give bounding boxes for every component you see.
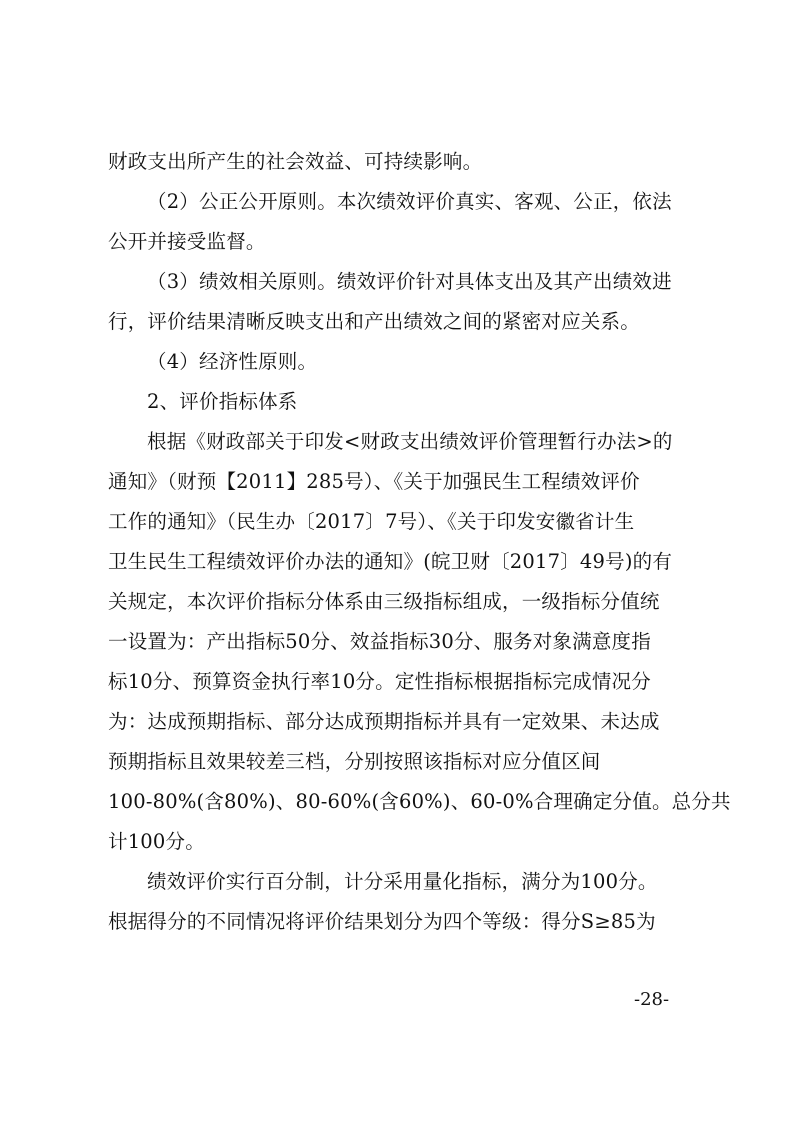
text-line: 标10分、预算资金执行率10分。定性指标根据指标完成情况分	[108, 670, 651, 693]
text-line: 计100分。	[108, 830, 205, 853]
text-line: 公开并接受监督。	[108, 230, 266, 253]
text-line: 通知》（财预【2011】285号）、《关于加强民生工程绩效评价	[108, 470, 640, 493]
text-line: 根据《财政部关于印发<财政支出绩效评价管理暂行办法>的	[147, 430, 673, 453]
text-line: （3）绩效相关原则。绩效评价针对具体支出及其产出绩效进	[147, 270, 672, 293]
text-line: （4）经济性原则。	[147, 350, 318, 373]
text-line: 一设置为：产出指标50分、效益指标30分、服务对象满意度指	[108, 630, 651, 653]
body-text	[108, 142, 731, 942]
text-line: 工作的通知》（民生办〔2017〕7号）、《关于印发安徽省计生	[108, 510, 635, 533]
text-line: （2）公正公开原则。本次绩效评价真实、客观、公正，依法	[147, 190, 672, 213]
text-line: 关规定，本次评价指标分体系由三级指标组成，一级指标分值统	[108, 590, 660, 613]
text-line: 行，评价结果清晰反映支出和产出绩效之间的紧密对应关系。	[108, 310, 640, 333]
text-line: 财政支出所产生的社会效益、可持续影响。	[108, 150, 483, 173]
text-line: 预期指标且效果较差三档，分别按照该指标对应分值区间	[108, 750, 601, 773]
text-line: 100-80%(含80%)、80-60%(含60%)、60-0%合理确定分值。总分共	[108, 790, 731, 813]
text-line: 卫生民生工程绩效评价办法的通知》(皖卫财〔2017〕49号)的有	[108, 550, 673, 573]
text-line: 绩效评价实行百分制，计分采用量化指标，满分为100分。	[147, 870, 658, 893]
section-heading: 2、评价指标体系	[147, 390, 298, 413]
text-line: 为：达成预期指标、部分达成预期指标并具有一定效果、未达成	[108, 710, 660, 733]
page-number: -28-	[634, 989, 670, 1010]
text-line: 根据得分的不同情况将评价结果划分为四个等级：得分S≥85为	[108, 910, 656, 933]
